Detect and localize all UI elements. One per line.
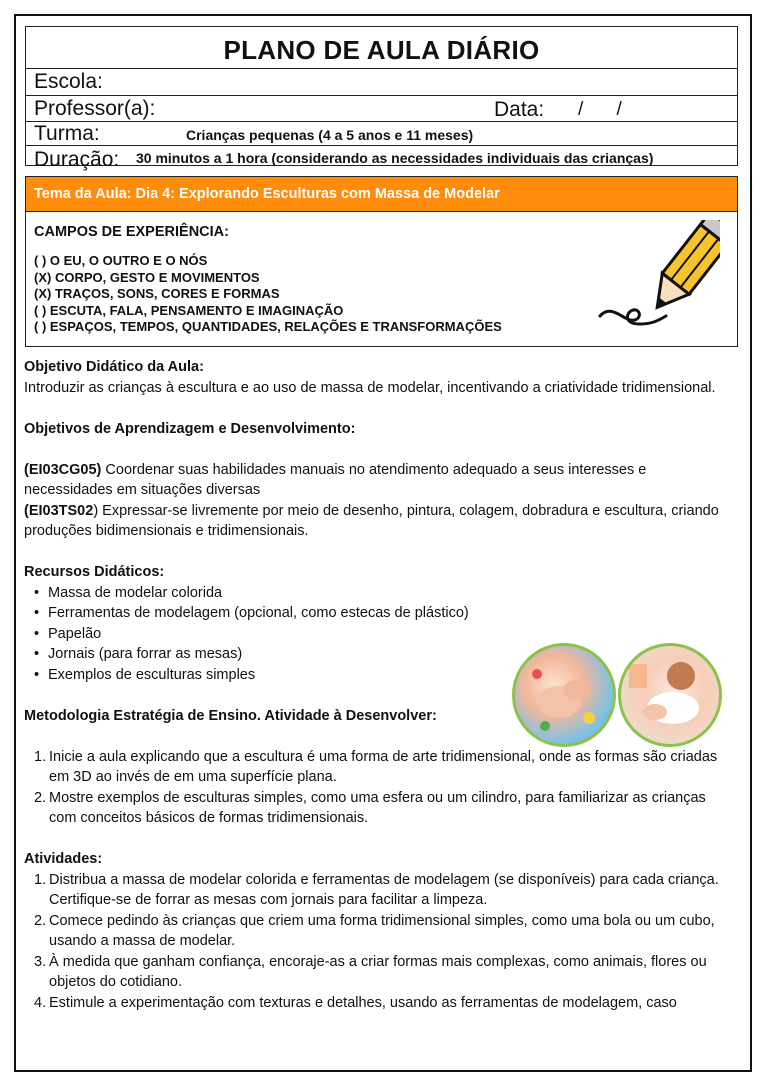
campo-item: ( ) O EU, O OUTRO E O NÓS (34, 253, 208, 268)
theme-bar: Tema da Aula: Dia 4: Explorando Esculturas com Massa de Modelar (25, 176, 738, 212)
escola-label: Escola: (34, 70, 103, 93)
atividade-item: 2. Comece pedindo às crianças que criem uma forma tridimensional simples, como uma bola ou um cubo, usando a massa de modelar. (34, 912, 715, 949)
header-table (25, 26, 738, 171)
data-label: Data: (494, 98, 545, 121)
atividade-item: 3. À medida que ganham confiança, encoraje-as a criar formas mais complexas, como animais, flores ou objetos do cotidiano. (34, 953, 707, 990)
escola-row (26, 68, 737, 95)
page-title: PLANO DE AULA DIÁRIO (223, 35, 540, 65)
recursos-heading: Recursos Didáticos: (24, 564, 165, 580)
child-playing-photo (618, 643, 722, 747)
duracao-label: Duração: (34, 148, 120, 171)
metodologia-item: 1. Inicie a aula explicando que a escultura é uma forma de arte tridimensional, onde as formas são criadas em 3D ao invés de em uma superfície plana. (34, 748, 718, 785)
bncc-text: ) Expressar-se livremente por meio de desenho, pintura, colagem, dobradura e escultura, criando produções bidimensionais e tridimensionais. (24, 502, 719, 539)
campo-item: ( ) ESPAÇOS, TEMPOS, QUANTIDADES, RELAÇÕES E TRANSFORMAÇÕES (34, 319, 502, 334)
aprendizagem-item (24, 501, 736, 542)
campos-title: CAMPOS DE EXPERIÊNCIA: (34, 224, 229, 240)
bncc-text: Coordenar suas habilidades manuais no atendimento adequado a seus interesses e necessidades em situações diversas (24, 461, 647, 498)
turma-value: Crianças pequenas (4 a 5 anos e 11 meses) (186, 127, 474, 143)
campos-box (25, 212, 738, 347)
aprendizagem-item (24, 460, 736, 501)
bncc-code: (EI03TS02 (24, 502, 94, 519)
campos-list (34, 253, 502, 336)
atividades-list (24, 870, 736, 1014)
metodologia-item: 2. Mostre exemplos de esculturas simples, como uma esfera ou um cilindro, para familiarizar as crianças com conceitos básicos de formas tridimensionais. (34, 789, 706, 826)
turma-row (26, 121, 737, 145)
children-hands-photo (512, 643, 616, 747)
recurso-item: • Ferramentas de modelagem (opcional, como estecas de plástico) (34, 603, 736, 624)
duracao-row (26, 145, 737, 171)
objetivo-text: Introduzir as crianças à escultura e ao uso de massa de modelar, incentivando a criatividade tridimensional. (24, 379, 716, 396)
aprendizagem-heading: Objetivos de Aprendizagem e Desenvolvimento: (24, 420, 356, 437)
pencil-icon (596, 220, 720, 338)
data-slashes: / / (578, 99, 636, 120)
campo-item: ( ) ESCUTA, FALA, PENSAMENTO E IMAGINAÇÃO (34, 302, 344, 318)
bncc-code: (EI03CG05) (24, 461, 102, 478)
atividades-heading: Atividades: (24, 851, 103, 867)
atividade-item: 1. Distribua a massa de modelar colorida e ferramentas de modelagem (se disponíveis) para cada criança. Certifique-se de forrar as mesas com jornais para facilitar a limpeza. (34, 871, 719, 908)
recurso-item: • Papelão (34, 624, 736, 645)
recurso-item: • Jornais (para forrar as mesas) (34, 644, 736, 665)
campo-item: (X) CORPO, GESTO E MOVIMENTOS (34, 269, 260, 285)
metodologia-heading: Metodologia Estratégia de Ensino. Atividade à Desenvolver: (24, 707, 437, 724)
duracao-value: 30 minutos a 1 hora (considerando as necessidades individuais das crianças) (136, 150, 654, 166)
metodologia-list (24, 747, 736, 829)
campo-item: (X) TRAÇOS, SONS, CORES E FORMAS (34, 286, 280, 301)
turma-label: Turma: (34, 122, 100, 145)
recurso-item: • Massa de modelar colorida (34, 583, 736, 604)
professor-label: Professor(a): (34, 97, 156, 120)
recurso-item: • Exemplos de esculturas simples (34, 665, 736, 686)
objetivo-heading: Objetivo Didático da Aula: (24, 359, 204, 375)
atividade-item: 4. Estimule a experimentação com texturas e detalhes, usando as ferramentas de modelagem, caso (34, 994, 677, 1011)
professor-row (26, 95, 737, 121)
